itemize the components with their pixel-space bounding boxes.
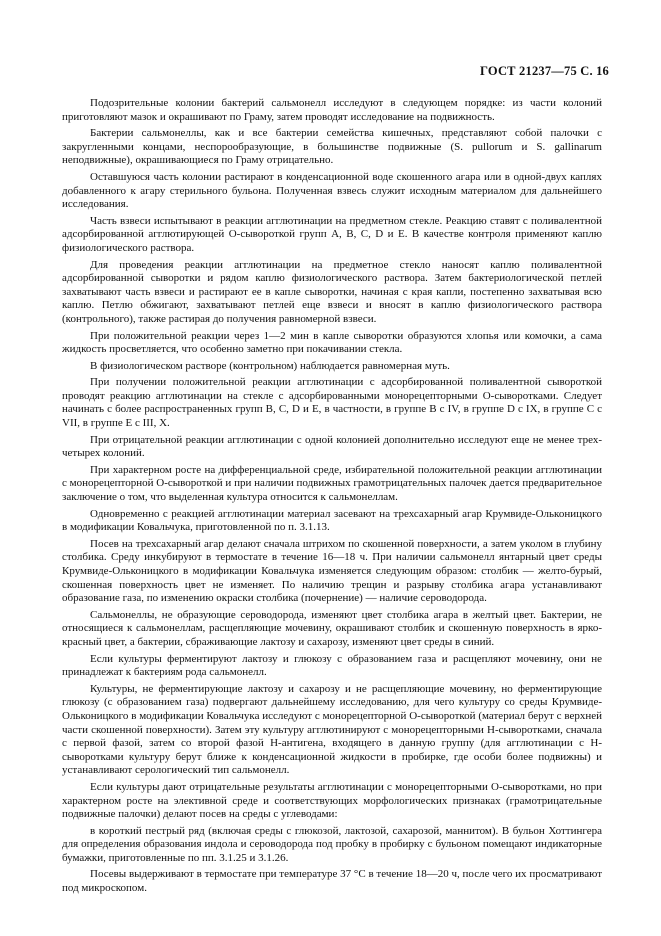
paragraph: Сальмонеллы, не образующие сероводорода, изменяют цвет столбика агара в желтый цвет. Бактерии, не относящиеся к сальмонеллам, расщепляющие мочевину, окрашивают столбик и скошенную поверхность в ярко-красный цвет, а бактерии, сбраживающие лактозу и сахарозу, изменяют цвет среды в синий. [62,608,602,648]
paragraph: При характерном росте на дифференциальной среде, избирательной положительной реакции агглютинации с монорецепторной О-сывороткой и при наличии подвижных грамотрицательных палочек дается предварительное заключение о том, что выделенная культура относится к сальмонеллам. [62,463,602,504]
document-body [62,97,602,899]
paragraph: Посевы выдерживают в термостате при температуре 37 °С в течение 18—20 ч, после чего их просматривают под микроскопом. [62,868,602,895]
paragraph: в короткий пестрый ряд (включая среды с глюкозой, лактозой, сахарозой, маннитом). В бульон Хоттингера для определения образования индола и сероводорода под пробку в пробирку с бульоном помещают индикаторные бумажки, приготовленные по пп. 3.1.25 и 3.1.26. [62,824,602,864]
paragraph: Подозрительные колонии бактерий сальмонелл исследуют в следующем порядке: из части колоний приготовляют мазок и окрашивают по Граму, затем проводят исследование на подвижность. [62,97,602,123]
paragraph: Оставшуюся часть колонии растирают в конденсационной воде скошенного агара или в одной-двух каплях добавленного к агару стерильного бульона. Полученная взвесь служит исходным материалом для дальнейшего исследования. [62,170,602,211]
paragraph: Бактерии сальмонеллы, как и все бактерии семейства кишечных, представляют собой палочки с закругленными концами, неспорообразующие, в большинстве подвижные (S. pullorum и S. gallinarum неподвижные), окрашивающиеся по Граму отрицательно. [62,127,602,167]
paragraph: При отрицательной реакции агглютинации с одной колонией дополнительно исследуют еще не менее трех-четырех колоний. [62,433,602,460]
paragraph: В физиологическом растворе (контрольном) наблюдается равномерная муть. [90,359,450,372]
paragraph: Если культуры дают отрицательные результаты агглютинации с монорецепторными О-сыворотками, но при характерном росте на элективной среде и соответствующих морфологических признаках (грамотрицательные подвижные палочки) делают посев на среды с углеводами: [62,780,602,821]
paragraph: Культуры, не ферментирующие лактозу и сахарозу и не расщепляющие мочевину, но ферментирующие глюкозу (с образованием газа) подвергают дальнейшему исследованию, для чего культуру со среды Крумвиде-Ольконицкого в модификации Ковальчука исследуют с монорецепторной О-сывороткой (материал берут с верхней части скошенной поверхности). Затем эту культуру агглютинируют с монорецепторными Н-сыворотками, сначала с первой фазой, затем со второй фазой Н-антигена, входящего в данную группу (для агглютинации с Н-сыворотками культуру берут ближе к конденсационной жидкости в пробирке, где особи более подвижны) и устанавливают серологический тип сальмонелл. [62,682,602,777]
paragraph: Если культуры ферментируют лактозу и глюкозу с образованием газа и расщепляют мочевину, они не принадлежат к бактериям рода сальмонелл. [62,652,602,679]
paragraph: При положительной реакции через 1—2 мин в капле сыворотки образуются хлопья или комочки, а сама жидкость просветляется, что особенно заметно при покачивании стекла. [62,329,602,356]
paragraph: При получении положительной реакции агглютинации с адсорбированной поливалентной сывороткой проводят реакцию агглютинации на стекле с адсорбированными монорецепторными О-сыворотками. Следует начинать с более распространенных групп В, С, D и Е, в частности, в группе В с IV, в группе D с IX, в группе С с VII, в группе Е с III, X. [62,376,602,430]
page-header: ГОСТ 21237—75 С. 16 [480,64,609,78]
paragraph: Одновременно с реакцией агглютинации материал засевают на трехсахарный агар Крумвиде-Ольконицкого в модификации Ковальчука, приготовленной по п. 3.1.13. [62,507,602,534]
paragraph: Для проведения реакции агглютинации на предметное стекло наносят каплю поливалентной адсорбированной сыворотки и рядом каплю физиологического раствора. Затем бактериологической петлей захватывают часть взвеси и растирают ее в капле сыворотки, начиная с края капли, постепенно захватывая всю каплю. Петлю обжигают, захватывают петлей еще взвеси и вносят в каплю физиологического раствора (контрольного), также растирая до получения равномерной взвеси. [62,258,602,325]
paragraph: Посев на трехсахарный агар делают сначала штрихом по скошенной поверхности, а затем уколом в глубину столбика. Среду инкубируют в термостате в течение 16—18 ч. При наличии сальмонелл янтарный цвет среды Крумвиде-Ольконицкого в модификации Ковальчука изменяется следующим образом: столбик — желто-бурый, скошенная поверхность цвет не изменяет. По наличию трещин и разрыву столбика агара устанавливают образование газа, по изменению окраски столбика (почернение) — наличие сероводорода. [62,537,602,605]
paragraph: Часть взвеси испытывают в реакции агглютинации на предметном стекле. Реакцию ставят с поливалентной адсорбированной агглютирующей О-сывороткой групп А, В, С, D и Е. В качестве контроля применяют каплю физиологического раствора. [62,214,602,254]
